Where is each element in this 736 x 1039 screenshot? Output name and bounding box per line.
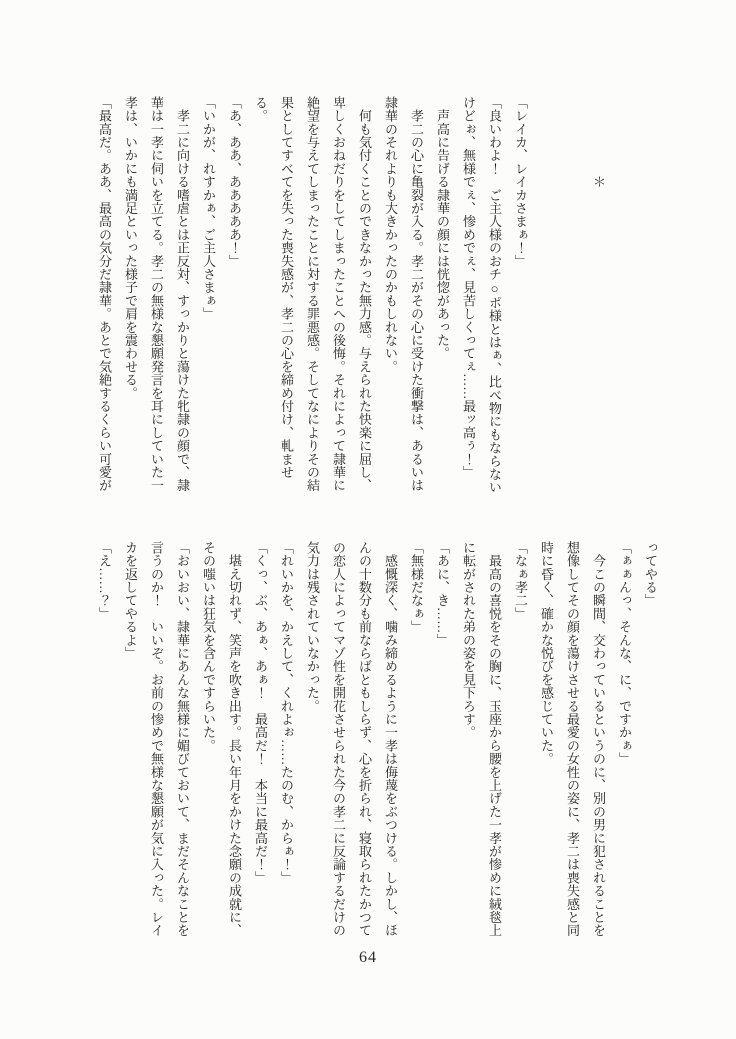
text-line: 言うのか！ いいぞ。お前の惨めで無様な懇願が気に入った。レイ (149, 541, 164, 937)
text-line: 「あ、ああ、あああああ！」 (227, 96, 242, 268)
text-line: 「くっ、ぶ、あぁ、あぁ！ 最高だ！ 本当に最高だ！」 (253, 541, 268, 885)
text-line: 「ぁぁんっ、そんな、に、ですかぁ」 (617, 541, 632, 766)
page-number: 64 (359, 949, 377, 966)
text-line: 「良いわよ！ ご主人様のおチ○ポ様とはぁ、比べ物にもならない (487, 96, 502, 494)
text-line: 今この瞬間、交わっているというのに、別の男に犯されることを (591, 541, 606, 937)
text-line: ってやる」 (643, 541, 658, 607)
text-line: 「あに、き……」 (435, 541, 450, 647)
text-line: 華は一孝に伺いを立てる。孝二の無様な懇願発言を耳にしていた一 (149, 96, 164, 492)
text-line: 孝は、いかにも満足といった様子で肩を震わせる。 (123, 96, 138, 400)
text-line (533, 96, 559, 490)
text-line: カを返してやるよ」 (123, 541, 138, 660)
text-line: 何も気付くことのできなかった無力感。与えられた快楽に屈し、 (357, 96, 372, 492)
text-line: に転がされた弟の姿を見下ろす。 (461, 541, 476, 739)
text-line: 堪え切れず、笑声を吹き出す。長い年月をかけた念願の成就に、 (227, 541, 242, 937)
text-line: る。 (253, 96, 268, 123)
text-line: 最高の喜悦をその胸に、玉座から腰を上げた一孝が惨めに絨毯上 (487, 541, 502, 937)
text-line: 気力は残されていなかった。 (305, 541, 320, 713)
text-line: その嗤いは狂気を含んですらいた。 (201, 541, 216, 753)
text-line: 「なぁ孝二」 (513, 541, 528, 621)
text-line: 絶望を与えてしまったことに対する罪悪感。そしてなによりその結 (305, 96, 320, 492)
text-line: 「おいおい、隷華にあんな無様に媚びておいて、まだそんなことを (175, 541, 190, 937)
text-line: 「れいかを、かえして、くれよぉ……たのむ、からぁ！」 (279, 541, 294, 885)
text-line (637, 96, 663, 490)
text-line: の恋人によってマゾ性を開花させられた今の孝二に反論するだけの (331, 541, 346, 937)
text-line: 「最高だ。ああ、最高の気分だ隷華。あとで気絶するくらい可愛が (97, 96, 112, 492)
text-line: けどぉ、無様でぇ、惨めでぇ、見苦しくってぇ……最ッ高ぅ！」 (461, 96, 476, 479)
text-line: 声高に告げる隷華の顔には恍惚があった。 (435, 96, 450, 360)
text-line: 孝二の心に亀裂が入る。孝二がその心に受けた衝撃は、あるいは (409, 96, 424, 492)
text-line: 孝二に向ける嗜虐とは正反対、すっかりと蕩けた牝隷の顔で、隷 (175, 96, 190, 492)
text-line: 時に昏く、確かな悦びを感じていた。 (539, 541, 554, 766)
text-line: 「いかが、れすかぁ、ご主人さまぁ」 (201, 96, 216, 321)
scene-break-separator: ＊ (591, 96, 606, 189)
text-line: 「え……？」 (97, 541, 112, 621)
text-line: んの十数分も前ならばともしらず、心を折られ、寝取られたかつて (357, 541, 372, 937)
text-line: 果としてすべてを失った喪失感が、孝二の心を締め付け、軋ませ (279, 96, 294, 479)
text-block-bottom (91, 541, 663, 935)
text-line: 想像してその顔を蕩けさせる最愛の女性の姿に、孝二は喪失感と同 (565, 541, 580, 937)
text-line: 感慨深く、噛み締めるように一孝は侮蔑をぶつける。しかし、ほ (383, 541, 398, 937)
text-line: 「レイカ、レイカさまぁ！」 (513, 96, 528, 268)
text-line: 「無様だなぁ」 (409, 541, 424, 634)
text-block-top (91, 96, 663, 494)
text-line (611, 96, 637, 490)
text-line: 隷華のそれよりも大きかったのかもしれない。 (383, 96, 398, 374)
text-line: 卑しくおねだりをしてしまったことへの後悔。それによって隷華に (331, 96, 346, 492)
text-line (559, 96, 585, 490)
